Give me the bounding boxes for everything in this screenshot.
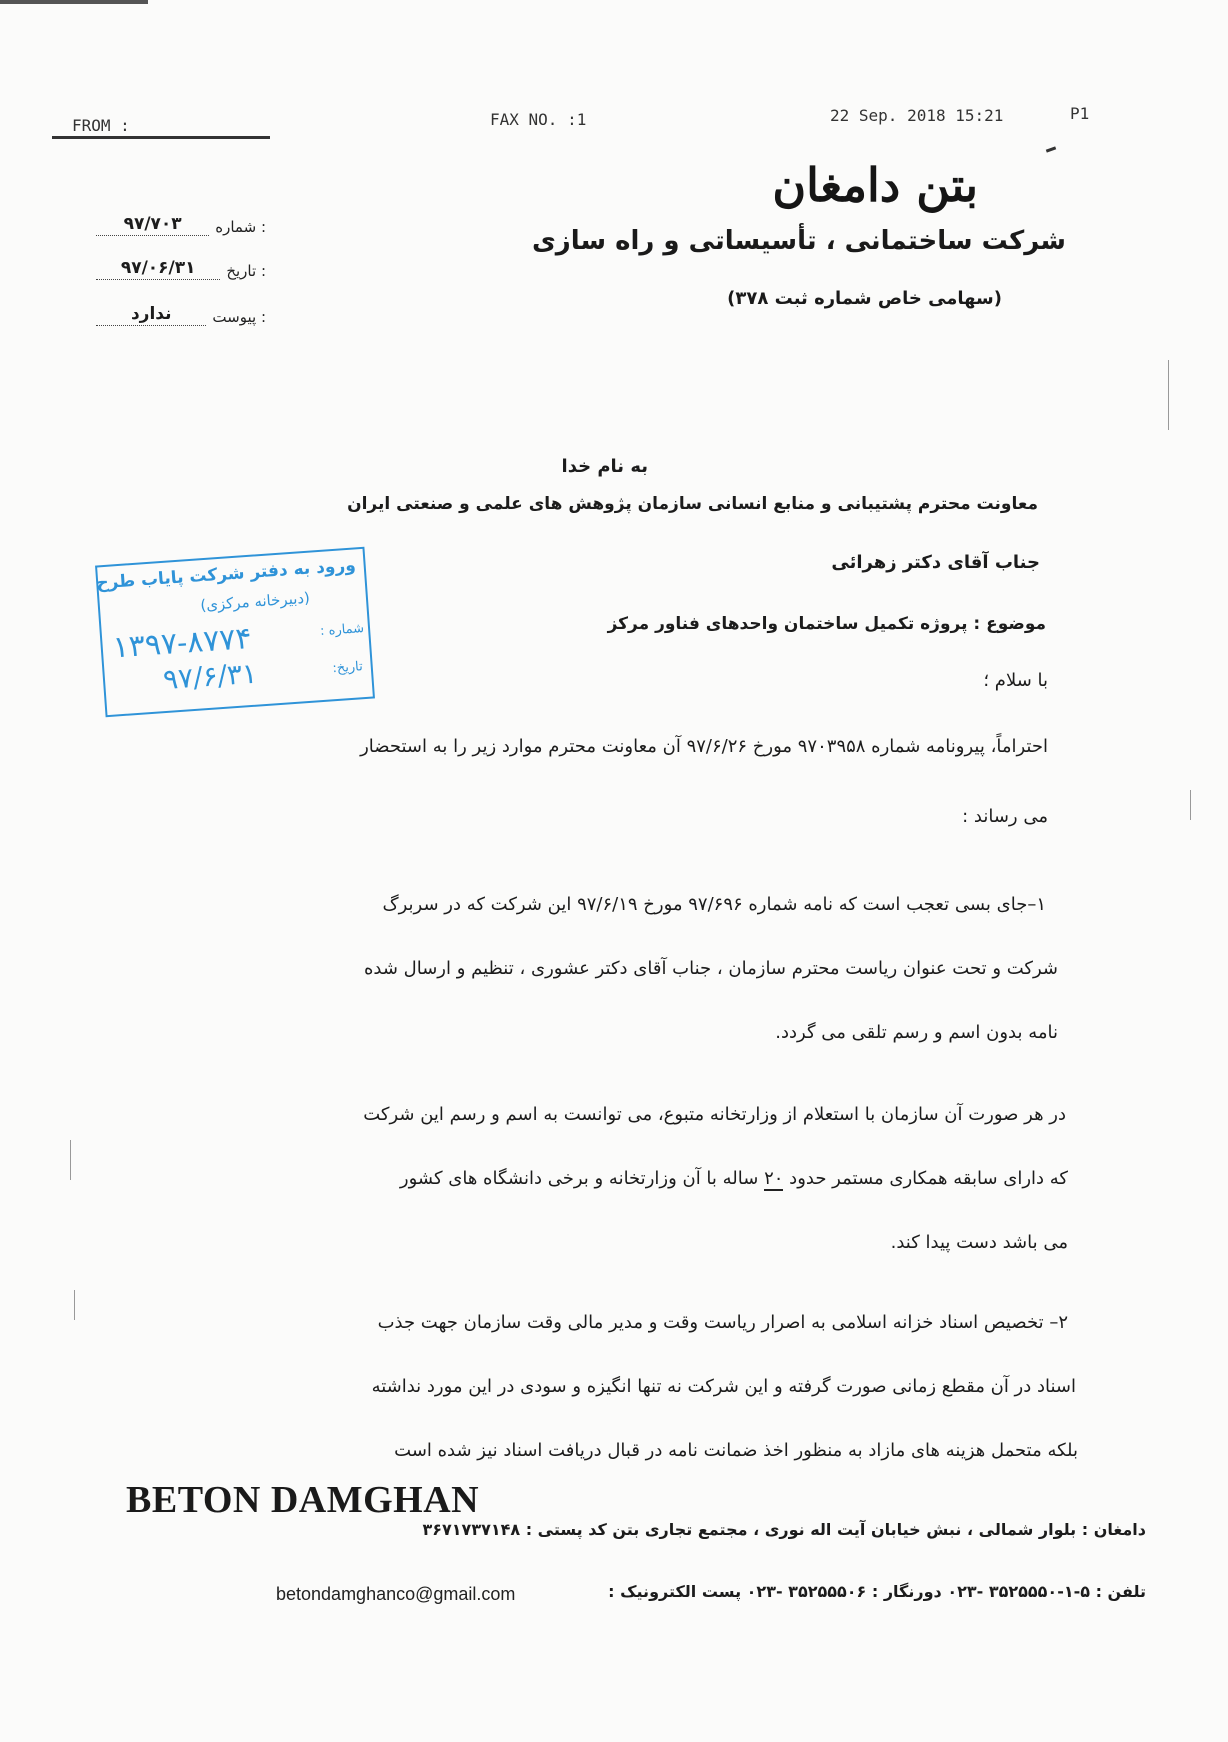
greeting: با سلام ؛	[983, 670, 1048, 691]
letterhead-mark	[1046, 146, 1056, 152]
stamp-number-label: شماره :	[319, 621, 365, 640]
letterhead-brand: بتن دامغان	[772, 158, 978, 212]
stamp-line-2: (دبیرخانه مرکزی)	[199, 588, 311, 615]
scan-mark	[74, 1290, 75, 1320]
item1-line-3: نامه بدون اسم و رسم تلقی می گردد.	[775, 1022, 1058, 1043]
item2-line-2: اسناد در آن مقطع زمانی صورت گرفته و این شرکت نه تنها انگیزه و سودی در این مورد نداشته	[371, 1376, 1076, 1397]
meta-attachment-label: پیوست :	[212, 308, 266, 326]
fax-number: FAX NO. :1	[490, 110, 587, 129]
para1-line-1: احتراماً، پیرونامه شماره ۹۷۰۳۹۵۸ مورخ ۹۷/۶/۲۶ آن معاونت محترم موارد زیر را به استحضار	[360, 736, 1048, 757]
item1-line-1: ۱–جای بسی تعجب است که نامه شماره ۹۷/۶۹۶ مورخ ۹۷/۶/۱۹ این شرکت که در سربرگ	[382, 894, 1046, 915]
meta-date-row	[96, 258, 266, 280]
footer-brand-en: BETON DAMGHAN	[126, 1479, 480, 1521]
footer-address: دامغان : بلوار شمالی ، نبش خیابان آیت اله نوری ، مجتمع تجاری بتن کد پستی : ۳۶۷۱۷۳۷۱۴۸	[422, 1520, 1146, 1539]
fax-datetime: 22 Sep. 2018 15:21	[830, 106, 1004, 125]
para2-line-2-before: که دارای سابقه همکاری مستمر حدود	[789, 1168, 1068, 1189]
scan-mark	[1168, 360, 1169, 430]
invocation: به نام خدا	[561, 456, 648, 477]
para2-line-1: در هر صورت آن سازمان با استعلام از وزارتخانه متبوع، می توانست به اسم و رسم این شرکت	[363, 1104, 1066, 1125]
para1-line-2: می رساند :	[962, 806, 1048, 827]
fax-from-rule	[52, 136, 270, 139]
para2-line-2-after: ساله با آن وزارتخانه و برخی دانشگاه های کشور	[399, 1168, 759, 1189]
para2-line-3: می باشد دست پیدا کند.	[890, 1232, 1068, 1253]
meta-attachment-row	[96, 304, 266, 326]
letterhead-registry: (سهامی خاص شماره ثبت ۳۷۸)	[727, 288, 1002, 309]
item1-line-2: شرکت و تحت عنوان ریاست محترم سازمان ، جناب آقای دکتر عشوری ، تنظیم و ارسال شده	[363, 958, 1058, 979]
fax-page: P1	[1070, 104, 1090, 123]
para2-line-2	[400, 1170, 1068, 1188]
stamp-date-value: ۹۷/۶/۳۱	[161, 656, 259, 697]
scan-mark	[1190, 790, 1191, 820]
footer-email: betondamghanco@gmail.com	[276, 1584, 516, 1604]
stamp-line-1: ورود به دفتر شرکت پایاب طرح	[95, 555, 357, 594]
meta-number-value: ۹۷/۷۰۳	[96, 214, 209, 236]
received-stamp	[95, 547, 375, 717]
scan-edge-line	[0, 0, 148, 4]
meta-attachment-value: ندارد	[96, 304, 206, 326]
meta-date-value: ۹۷/۰۶/۳۱	[96, 258, 220, 280]
recipient-line-2: جناب آقای دکتر زهرائی	[831, 552, 1040, 573]
stamp-number-value: ۱۳۹۷-۸۷۷۴	[111, 620, 253, 666]
scan-mark	[70, 1140, 71, 1180]
letterhead-company: شرکت ساختمانی ، تأسیساتی و راه سازی	[531, 226, 1066, 256]
recipient-line-1: معاونت محترم پشتیبانی و منابع انسانی سازمان پژوهش های علمی و صنعتی ایران	[347, 494, 1038, 514]
footer-phone: تلفن : ۵-۱-۳۵۲۵۵۵۰ -۰۲۳ دورنگار : ۳۵۲۵۵۵۰۶ -۰۲۳ پست الکترونیک :	[608, 1582, 1146, 1601]
item2-line-1: ۲– تخصیص اسناد خزانه اسلامی به اصرار ریاست وقت و مدیر مالی وقت سازمان جهت جذب	[377, 1312, 1068, 1333]
meta-number-row	[96, 214, 266, 236]
subject-line: موضوع : پروژه تکمیل ساختمان واحدهای فناور مرکز	[607, 614, 1046, 634]
para2-years-number: ۲۰	[764, 1168, 784, 1189]
item2-line-3: بلکه متحمل هزینه های مازاد به منظور اخذ ضمانت نامه در قبال دریافت اسناد نیز شده است	[394, 1440, 1078, 1461]
fax-from-label: FROM :	[72, 116, 130, 135]
meta-date-label: تاریخ :	[226, 262, 266, 280]
meta-number-label: شماره :	[215, 218, 266, 236]
stamp-date-label: تاریخ:	[332, 659, 364, 677]
